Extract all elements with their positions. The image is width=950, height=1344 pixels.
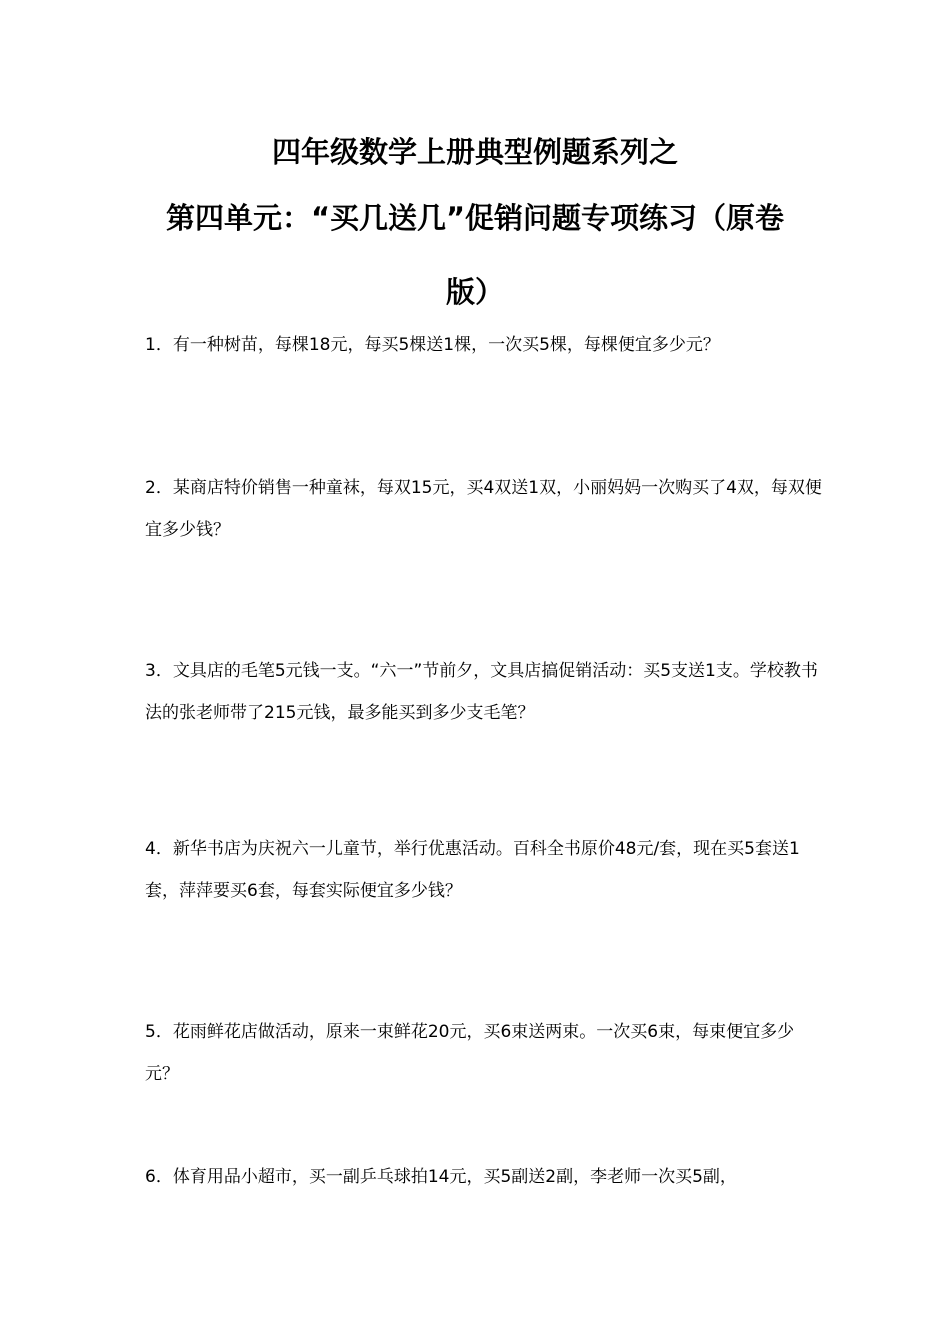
document-title-line-2: 第四单元：“买几送几”促销问题专项练习（原卷 <box>165 201 785 235</box>
document-title-line-3: 版） <box>445 275 504 309</box>
question-2: 2．某商店特价销售一种童袜，每双15元，买4双送1双，小丽妈妈一次购买了4双，每双便宜多少钱？ <box>145 478 822 540</box>
question-4: 4．新华书店为庆祝六一儿童节，举行优惠活动。百科全书原价48元/套，现在买5套送1套，萍萍要买6套，每套实际便宜多少钱？ <box>145 839 800 901</box>
question-1: 1．有一种树苗，每棵18元，每买5棵送1棵，一次买5棵，每棵便宜多少元？ <box>145 335 720 355</box>
document-title-line-1: 四年级数学上册典型例题系列之 <box>271 135 678 169</box>
question-5: 5．花雨鲜花店做活动，原来一束鲜花20元，买6束送两束。一次买6束，每束便宜多少元？ <box>145 1022 795 1084</box>
question-6: 6．体育用品小超市，买一副乒乓球拍14元，买5副送2副，李老师一次买5副， <box>145 1167 737 1187</box>
question-3: 3．文具店的毛笔5元钱一支。“六一”节前夕，文具店搞促销活动：买5支送1支。学校教书法的张老师带了215元钱，最多能买到多少支毛笔？ <box>145 661 818 723</box>
